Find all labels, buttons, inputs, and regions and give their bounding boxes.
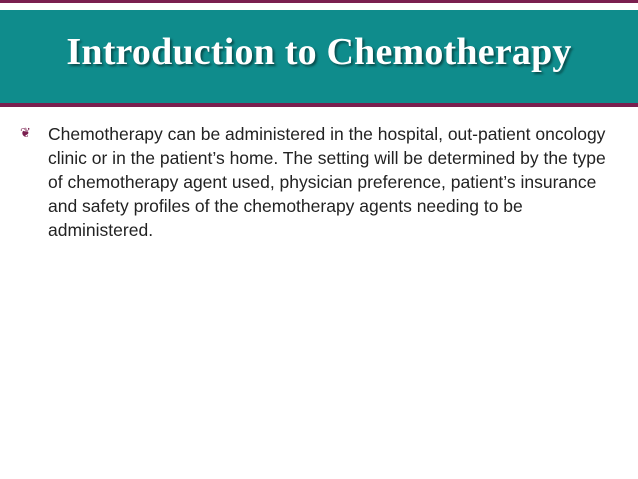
top-accent-rule: [0, 0, 638, 3]
bullet-text: Chemotherapy can be administered in the hospital, out-patient oncology clinic or in the patient’s home. The setting will be determined by the type of chemotherapy agent used, physician preference, patient’s insurance and safety profiles of the chemotherapy agents needing to be administered.: [48, 124, 606, 240]
slide-title: Introduction to Chemotherapy: [66, 31, 572, 73]
bullet-item: [20, 122, 620, 242]
fleuron-bullet-icon: ❦: [20, 126, 31, 141]
title-band-stripe: [0, 103, 638, 107]
slide-body: [20, 122, 620, 242]
